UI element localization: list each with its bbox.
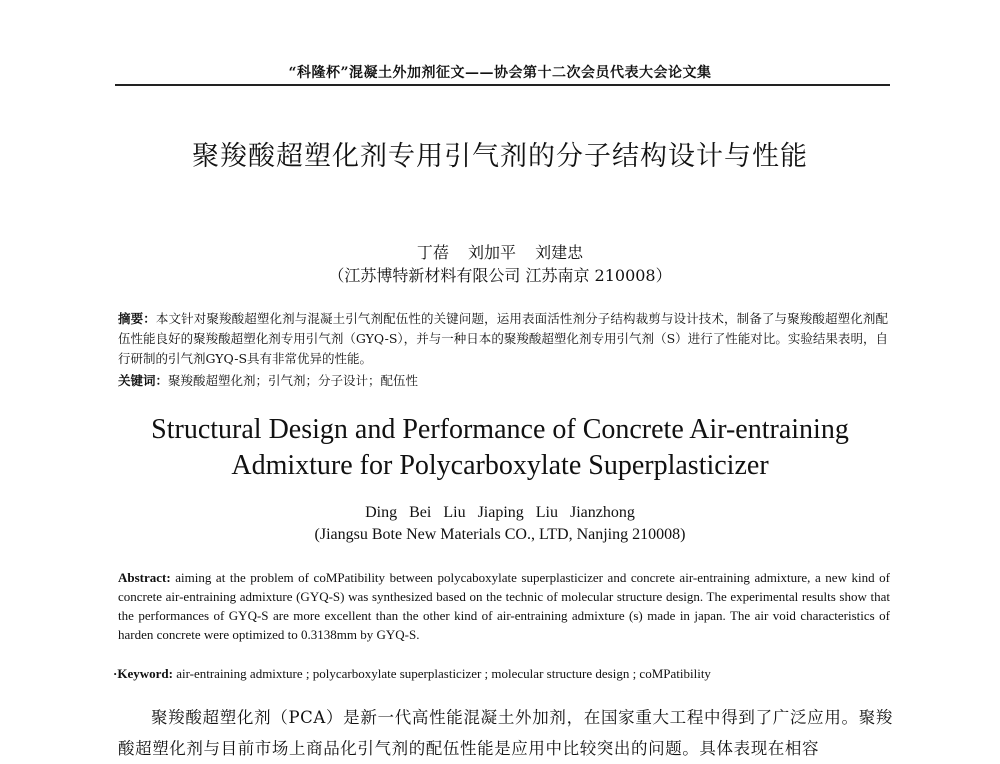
chinese-keywords bbox=[118, 371, 888, 391]
chinese-affiliation: （江苏博特新材料有限公司 江苏南京 210008） bbox=[328, 266, 672, 285]
english-keywords-label: ·Keyword: bbox=[113, 666, 173, 681]
english-abstract-label: Abstract: bbox=[118, 570, 171, 585]
body-paragraph: 聚羧酸超塑化剂（PCA）是新一代高性能混凝土外加剂，在国家重大工程中得到了广泛应用。聚羧酸超塑化剂与目前市场上商品化引气剂的配伍性能是应用中比较突出的问题。具体表现在相容 bbox=[118, 708, 893, 758]
running-header: “科隆杯”混凝土外加剂征文——协会第十二次会员代表大会论文集 bbox=[288, 65, 712, 81]
english-abstract-text: aiming at the problem of coMPatibility between polycaboxylate superplasticizer and concrete air-entraining admixture, a new kind of concrete air-entraining admixture (GYQ-S) was synthesized based on the technic of molecular structure design. The experimental results show that the performances of GYQ-S are more excellent than the other kind of air-entraining admixture (s) made in japan. The air void characteristics of harden concrete were optimized to 0.3138mm by GYQ-S. bbox=[118, 570, 890, 642]
english-affiliation: (Jiangsu Bote New Materials CO., LTD, Nanjing 210008) bbox=[314, 526, 686, 543]
english-keywords bbox=[113, 664, 893, 683]
chinese-abstract bbox=[118, 309, 888, 369]
english-title-line1: Structural Design and Performance of Concrete Air-entraining bbox=[151, 414, 849, 445]
english-title-line2: Admixture for Polycarboxylate Superplasticizer bbox=[231, 450, 769, 481]
chinese-title: 聚羧酸超塑化剂专用引气剂的分子结构设计与性能 bbox=[192, 141, 808, 172]
header-rule bbox=[115, 84, 890, 86]
english-keywords-text: air-entraining admixture ; polycarboxylate superplasticizer ; molecular structure design ; coMPatibility bbox=[172, 666, 711, 681]
chinese-keywords-label: 关键词： bbox=[118, 373, 169, 388]
chinese-authors: 丁蓓 刘加平 刘建忠 bbox=[416, 243, 584, 262]
english-abstract bbox=[118, 568, 890, 644]
english-authors: Ding Bei Liu Jiaping Liu Jianzhong bbox=[365, 504, 635, 521]
chinese-abstract-label: 摘要： bbox=[118, 311, 156, 326]
chinese-keywords-text: 聚羧酸超塑化剂；引气剂；分子设计；配伍性 bbox=[168, 373, 419, 388]
english-title bbox=[0, 412, 1000, 484]
chinese-abstract-text: 本文针对聚羧酸超塑化剂与混凝土引气剂配伍性的关键问题，运用表面活性剂分子结构裁剪与设计技术，制备了与聚羧酸超塑化剂配伍性能良好的聚羧酸超塑化剂专用引气剂（GYQ-S），并与一种日本的聚羧酸超塑化剂专用引气剂（S）进行了性能对比。实验结果表明，自行研制的引气剂GYQ-S具有非常优异的性能。 bbox=[118, 311, 888, 366]
